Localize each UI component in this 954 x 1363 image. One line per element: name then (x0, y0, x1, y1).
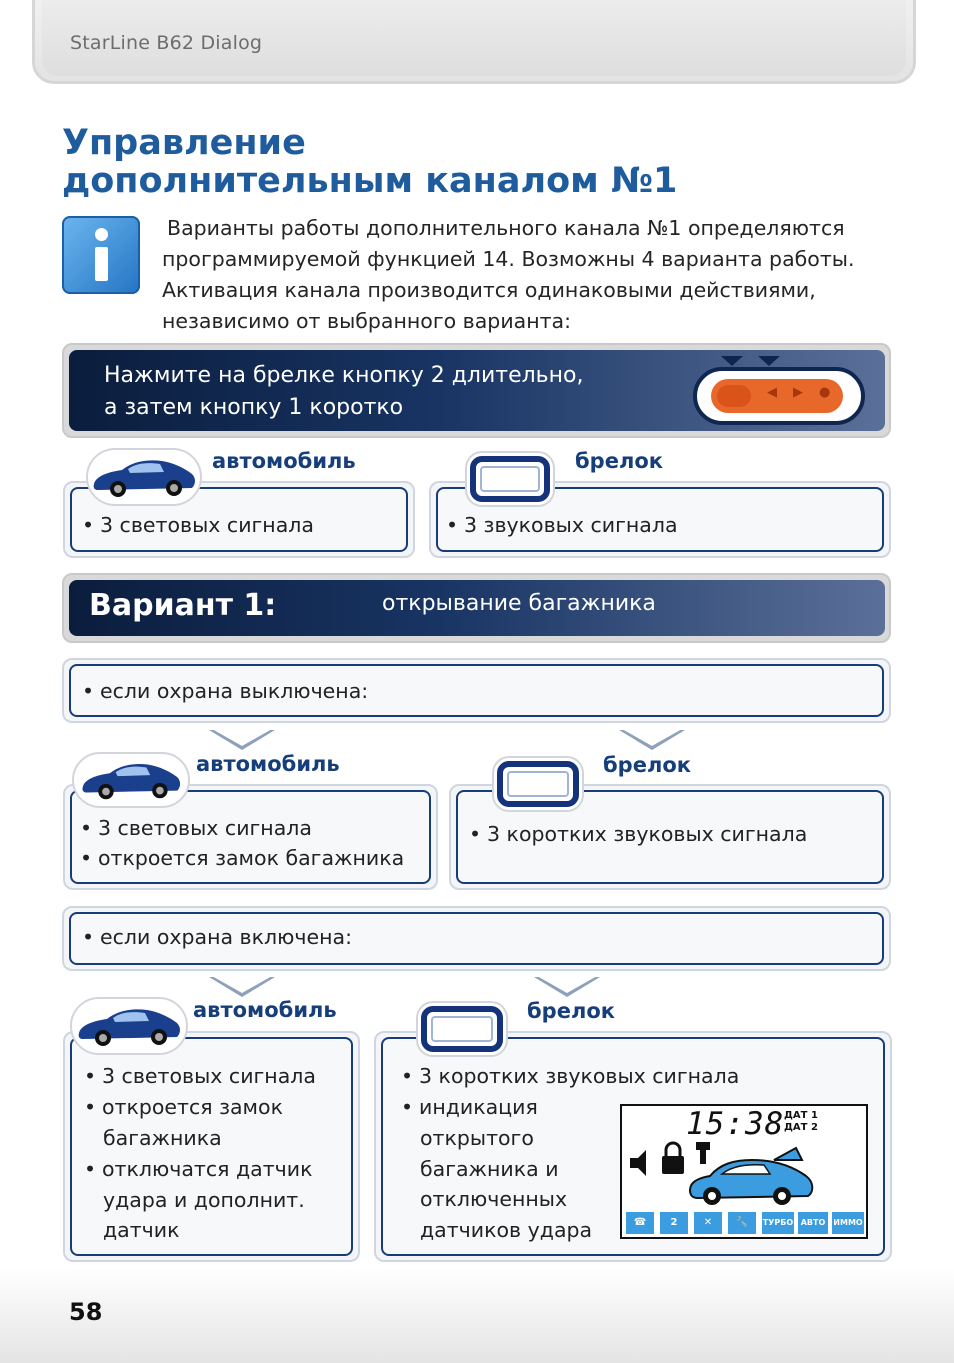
fob-label: брелок (575, 449, 663, 473)
intro-line: независимо от выбранного варианта: (162, 309, 572, 333)
lcd-sensor-2: ДАТ 2 (784, 1122, 818, 1133)
pointer-arrow-icon (209, 730, 275, 750)
list-item: • откроется замок (84, 1095, 283, 1119)
pointer-arrow-icon (619, 730, 685, 750)
condition-armed: • если охрана включена: (82, 925, 352, 949)
list-item-continued: отключенных (420, 1187, 568, 1211)
key-fob-icon: ◀ ▶ ● (693, 367, 865, 425)
info-icon (62, 216, 140, 294)
list-item: • 3 световых сигнала (80, 816, 312, 840)
lcd-icon-phone: ☎ (626, 1212, 654, 1234)
intro-line: Варианты работы дополнительного канала №1 определяются (167, 216, 845, 240)
intro-line: Активация канала производится одинаковыми действиями, (162, 278, 816, 302)
list-item: • откроется замок багажника (80, 846, 405, 870)
command-line: Нажмите на брелке кнопку 2 длительно, (104, 363, 584, 388)
car-label: автомобиль (212, 449, 356, 473)
list-item: • индикация (401, 1095, 538, 1119)
command-text (104, 360, 583, 424)
page-title-line2: дополнительным каналом №1 (62, 161, 678, 201)
page-title (62, 124, 677, 200)
fob-label: брелок (603, 753, 691, 777)
fob-display-icon (421, 1006, 503, 1052)
list-item: • 3 коротких звуковых сигнала (401, 1064, 740, 1088)
car-icon (72, 999, 186, 1053)
list-item: • 3 световых сигнала (82, 513, 314, 537)
list-item: • отключатся датчик (84, 1157, 313, 1181)
list-item: • 3 звуковых сигнала (446, 513, 678, 537)
fob-display-icon (497, 761, 579, 807)
variant-label: Вариант 1: (89, 588, 277, 623)
list-item-continued: открытого (420, 1126, 534, 1150)
list-item: • 3 световых сигнала (84, 1064, 316, 1088)
variant-description: открывание багажника (382, 591, 656, 616)
intro-line: программируемой функцией 14. Возможны 4 варианта работы. (162, 247, 855, 271)
car-badge (70, 997, 188, 1055)
page-title-line1: Управление (62, 123, 306, 163)
lcd-icon-immo: ИММО (832, 1212, 864, 1234)
arrow-down-icon (758, 356, 780, 366)
list-item: • 3 коротких звуковых сигнала (469, 822, 808, 846)
fob-label: брелок (527, 999, 615, 1023)
car-badge (86, 448, 202, 506)
lcd-icon-channel-2: 2 (660, 1212, 688, 1234)
pointer-arrow-icon (534, 977, 600, 997)
lcd-car-graphic (624, 1138, 820, 1206)
car-icon (74, 754, 188, 806)
car-label: автомобиль (196, 752, 340, 776)
list-item-continued: багажника и (420, 1157, 559, 1181)
lcd-icon-auto: АВТО (798, 1212, 828, 1234)
page-number: 58 (69, 1298, 103, 1326)
list-item-continued: датчик (103, 1218, 180, 1242)
intro-paragraph (162, 213, 902, 337)
condition-disarmed: • если охрана выключена: (82, 679, 369, 703)
brand-title: StarLine B62 Dialog (70, 32, 263, 54)
list-item-continued: багажника (103, 1126, 222, 1150)
lcd-sensor-1: ДАТ 1 (784, 1110, 818, 1121)
fob-lcd-display (620, 1104, 868, 1239)
car-badge (72, 752, 190, 808)
list-item-continued: датчиков удара (420, 1218, 593, 1242)
siren-icon (630, 1150, 646, 1176)
lock-icon (662, 1156, 684, 1174)
lcd-icon-cross: ✕ (694, 1212, 722, 1234)
arrow-down-icon (721, 356, 743, 366)
list-item-continued: удара и дополнит. (103, 1188, 305, 1212)
car-label: автомобиль (193, 998, 337, 1022)
command-line: а затем кнопку 1 коротко (104, 395, 404, 420)
pointer-arrow-icon (209, 977, 275, 997)
page-footer (0, 1268, 954, 1363)
lcd-time: 15:38 (686, 1106, 785, 1142)
car-icon (88, 450, 200, 504)
lcd-icon-turbo: ТУРБО (762, 1212, 794, 1234)
lcd-icon-service: 🔧 (728, 1212, 756, 1234)
fob-display-icon (470, 456, 550, 502)
